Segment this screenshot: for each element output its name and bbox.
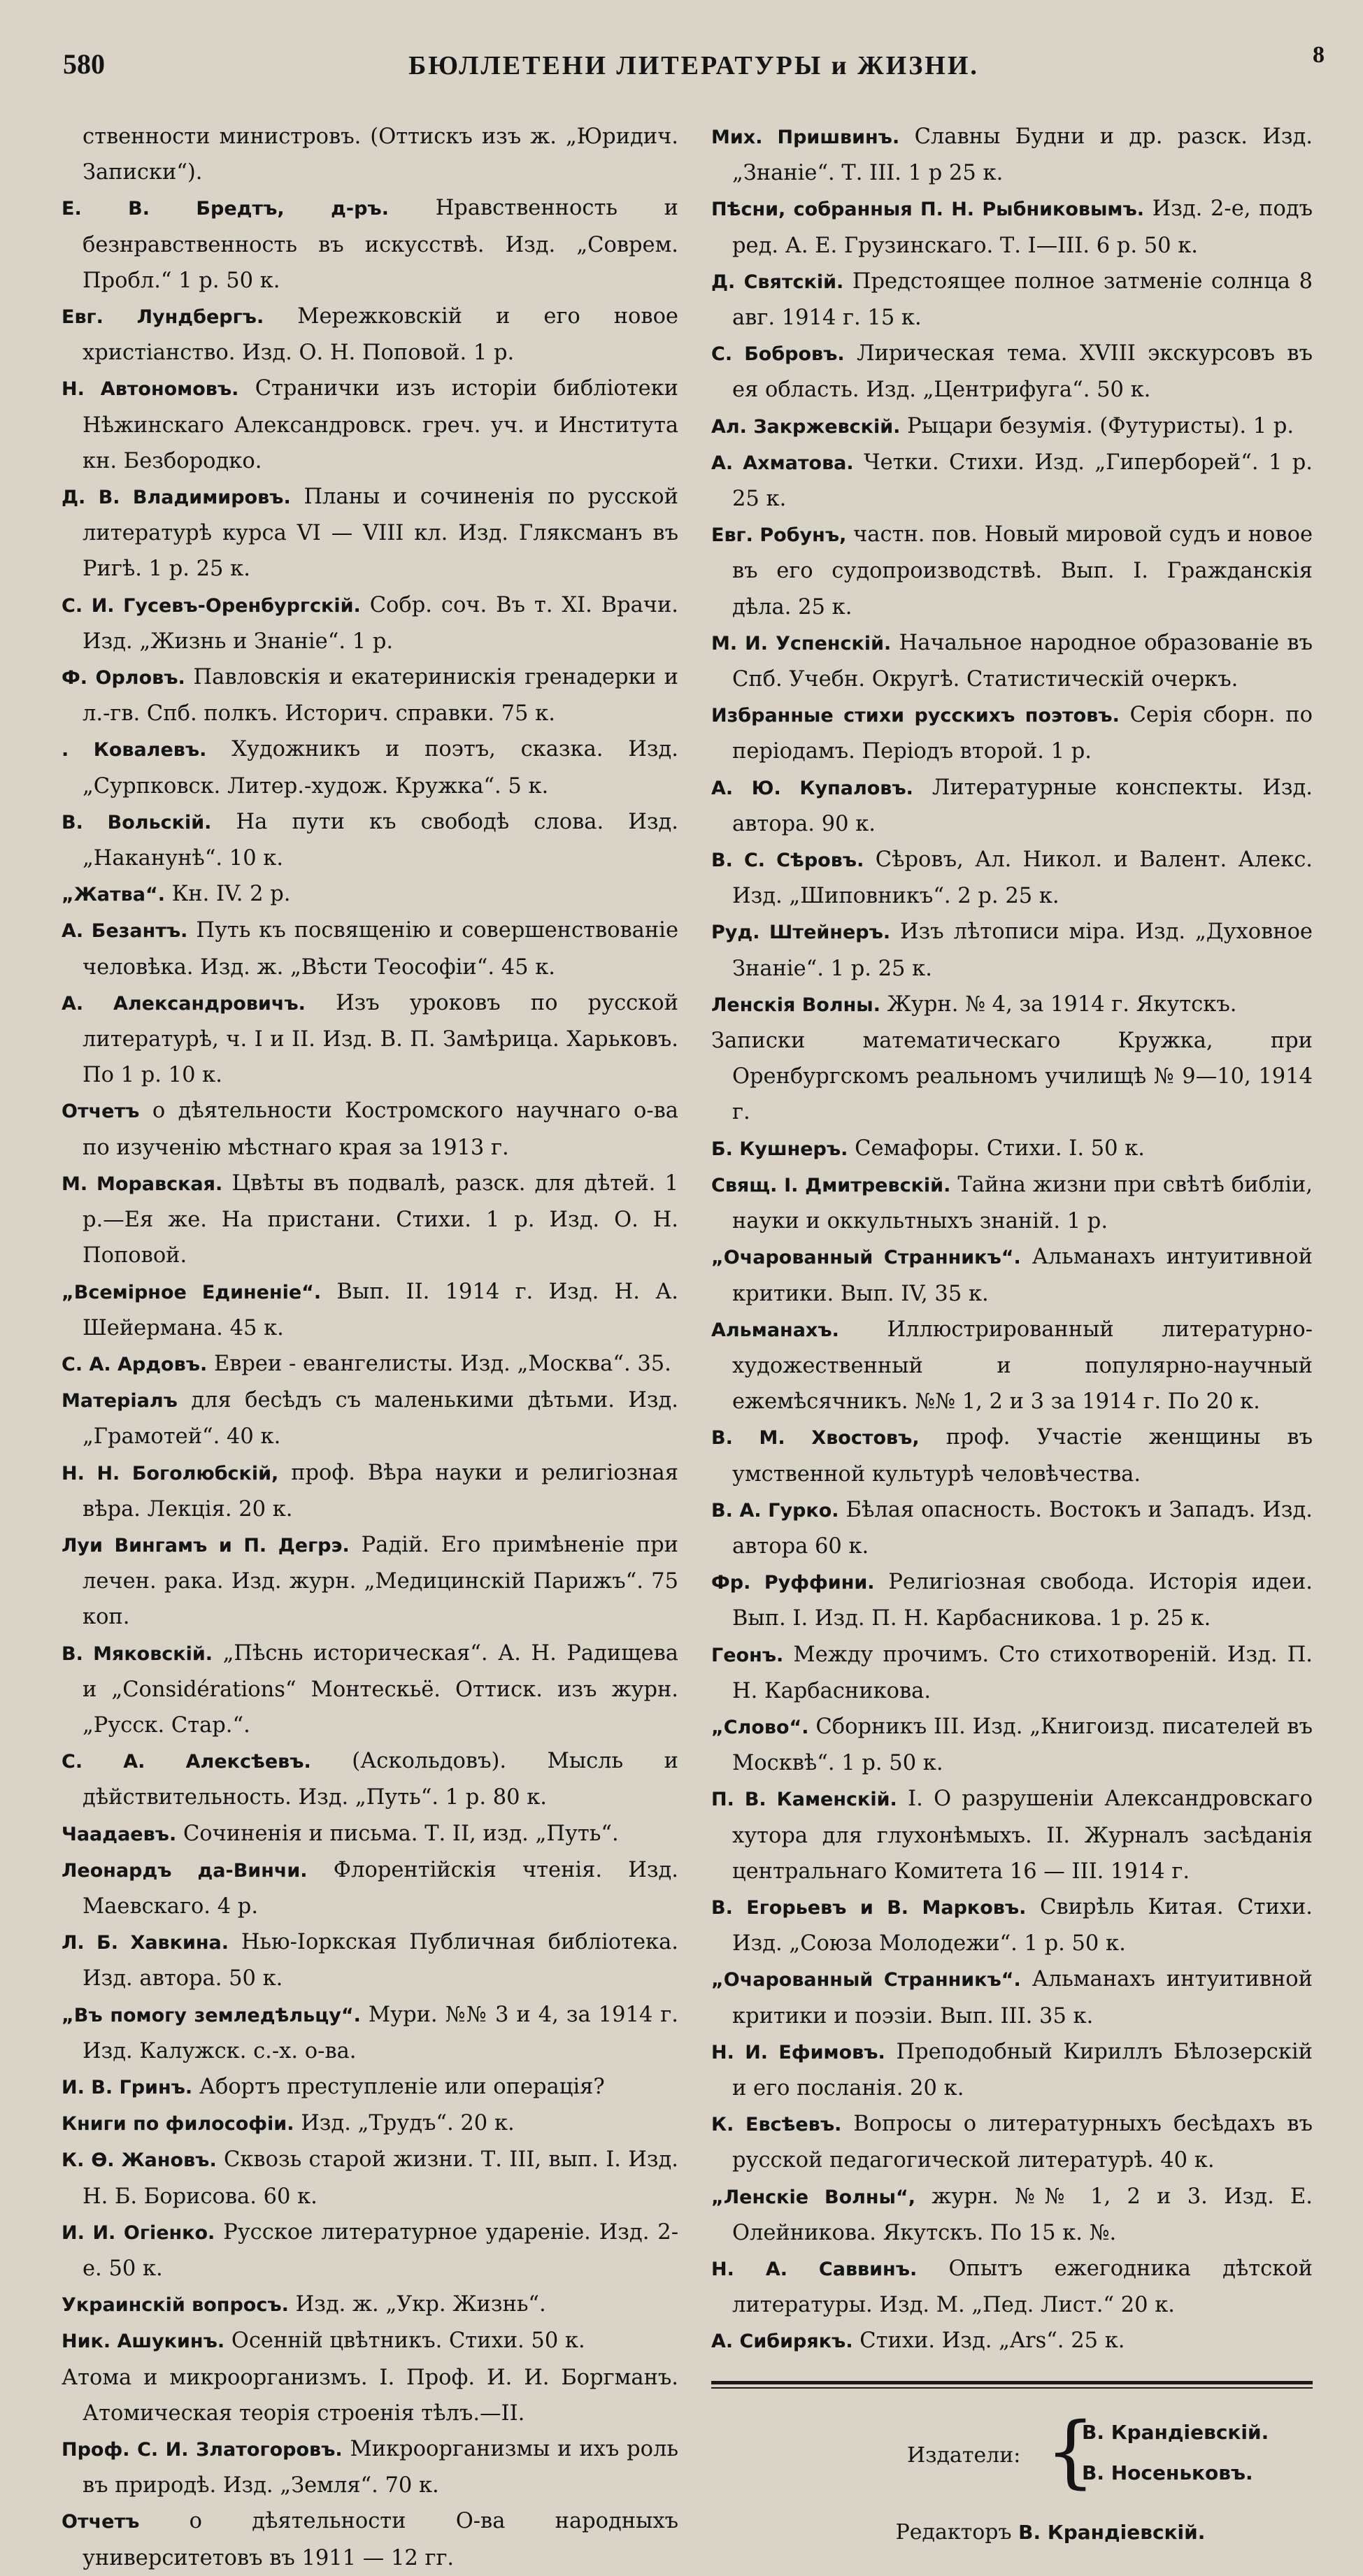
entry-text: Литературные конспекты. Изд. автора. 90 к.: [732, 775, 1313, 836]
publisher-name: В. Носеньковъ.: [1082, 2461, 1253, 2484]
entry-text: На пути къ свободѣ слова. Изд. „Наканунѣ“. 10 к.: [83, 809, 678, 871]
entry-author: А. Ю. Купаловъ.: [711, 777, 913, 799]
bibliography-entry: [711, 842, 1313, 914]
bibliography-entry: [62, 2142, 678, 2214]
entry-text: ственности министровъ. (Оттискъ изъ ж. „Юридич. Записки“).: [83, 124, 678, 185]
entry-author: Отчетъ: [62, 1101, 140, 1123]
right-column: [711, 119, 1313, 2545]
bibliography-entry: [711, 1419, 1313, 1491]
bibliography-entry: [62, 1924, 678, 1996]
bibliography-entry: [711, 445, 1313, 517]
entry-author: К. Ѳ. Жановъ.: [62, 2149, 217, 2172]
entry-author: М. Моравская.: [62, 1173, 223, 1195]
entry-author: В. А. Гурко.: [711, 1499, 839, 1522]
entry-text: Мережковскій и его новое христіанство. Изд. О. Н. Поповой. 1 р.: [83, 304, 678, 366]
entry-text: I. О разрушеніи Александровскаго хутора для глухонѣмыхъ. II. Журналъ засѣданія центральнаго Комитета 16 — III. 1914 г.: [732, 1787, 1313, 1884]
issue-mark: 8: [1313, 42, 1325, 68]
bibliography-entry: [62, 1274, 678, 1346]
bibliography-entry: [711, 119, 1313, 191]
entry-author: „Ленскіе Волны“,: [711, 2186, 915, 2208]
entry-author: Ленскія Волны.: [711, 994, 880, 1016]
entry-author: Руд. Штейнеръ.: [711, 922, 891, 944]
entry-text: Бѣлая опасность. Востокъ и Западъ. Изд. автора 60 к.: [732, 1497, 1313, 1559]
bibliography-entry: [62, 2105, 678, 2142]
entry-text: Тайна жизни при свѣтѣ библіи, науки и оккультныхъ знаній. 1 р.: [732, 1172, 1313, 1234]
entry-author: А. Александровичъ.: [62, 992, 306, 1015]
bibliography-entry: [711, 1239, 1313, 1311]
bibliography-entry: [62, 2323, 678, 2359]
bibliography-entry: [711, 1781, 1313, 1889]
entry-author: „Очарованный Странникъ“.: [711, 1969, 1021, 1991]
bibliography-entry: [711, 625, 1313, 697]
entry-author: Свящ. I. Дмитревскій.: [711, 1174, 951, 1196]
bibliography-entry: [711, 2251, 1313, 2323]
bibliography-entry: [62, 190, 678, 299]
entry-author: Отчетъ: [62, 2511, 140, 2533]
bibliography-entry: [711, 191, 1313, 263]
entry-text: Кн. IV. 2 р.: [171, 882, 291, 907]
bibliography-entry: [711, 1961, 1313, 2033]
entry-text: Абортъ преступленіе или операція?: [199, 2074, 605, 2099]
bibliography-entry: [62, 1816, 678, 1852]
entry-text: Нью-Іоркская Публичная библіотека. Изд. автора. 50 к.: [83, 1930, 678, 1991]
bibliography-entry: [62, 2360, 678, 2431]
entry-author: В. Мяковскій.: [62, 1643, 213, 1665]
entry-author: Геонъ.: [711, 1644, 784, 1666]
bibliography-entry: [711, 336, 1313, 408]
entry-author: В. Егорьевъ и В. Марковъ.: [711, 1896, 1027, 1919]
bibliography-entry: [711, 914, 1313, 986]
bibliography-entry: [62, 1997, 678, 2069]
publishers-label: Издатели:: [907, 2442, 1021, 2468]
entry-text: Вып. II. 1914 г. Изд. Н. А. Шейермана. 45 к.: [83, 1279, 678, 1340]
entry-text: Флорентійскія чтенія. Изд. Маевскаго. 4 р.: [83, 1857, 678, 1919]
bibliography-entry: [62, 913, 678, 985]
entry-text: Евреи - евангелисты. Изд. „Москва“. 35.: [213, 1351, 671, 1376]
entry-author: Евг. Робунъ,: [711, 524, 847, 547]
entry-text: проф. Участіе женщины въ умственной культурѣ человѣчества.: [732, 1425, 1313, 1487]
bibliography-entry: [62, 299, 678, 371]
bibliography-entry: [62, 371, 678, 479]
bibliography-entry: [62, 2431, 678, 2503]
entry-text: Осенній цвѣтникъ. Стихи. 50 к.: [231, 2328, 585, 2354]
entry-author: Н. Н. Боголюбскій,: [62, 1462, 279, 1484]
entry-author: Пѣсни, собранныя П. Н. Рыбниковымъ.: [711, 199, 1145, 221]
entry-author: В. С. Сѣровъ.: [711, 850, 864, 872]
entry-text: Иллюстрированный литературно-художественный и популярно-научный ежемѣсячникъ. №№ 1, 2 и 3 за 1914 г. По 20 к.: [732, 1317, 1313, 1415]
entry-author: „Слово“.: [711, 1716, 809, 1738]
entry-author: Н. И. Ефимовъ.: [711, 2041, 885, 2063]
bibliography-entry: [711, 1312, 1313, 1420]
page-title: БЮЛЛЕТЕНИ ЛИТЕРАТУРЫ и ЖИЗНИ.: [408, 51, 979, 80]
bibliography-entry: [62, 587, 678, 659]
bibliography-entry: [711, 2179, 1313, 2251]
entry-text: о дѣятельности Костромского научнаго о-ва по изученію мѣстнаго края за 1913 г.: [83, 1099, 678, 1160]
bibliography-entry: [711, 2323, 1313, 2359]
entry-author: Евг. Лундбергъ.: [62, 306, 264, 329]
entry-text: Свирѣль Китая. Стихи. Изд. „Союза Молодежи“. 1 р. 50 к.: [732, 1894, 1313, 1956]
entry-text: Сѣровъ, Ал. Никол. и Валент. Алекс. Изд. „Шиповникъ“. 2 р. 25 к.: [732, 847, 1313, 909]
entry-author: Е. В. Бредтъ, д-ръ.: [62, 198, 389, 220]
editor-name: В. Крандіевскій.: [1018, 2520, 1206, 2544]
bibliography-entry: [62, 659, 678, 731]
entry-text: Собр. соч. Въ т. XI. Врачи. Изд. „Жизнь и Знаніе“. 1 р.: [83, 592, 678, 654]
bibliography-entry: [62, 2214, 678, 2287]
entry-author: Ал. Закржевскій.: [711, 415, 901, 438]
page-header: [63, 42, 1325, 96]
publisher-name: В. Крандіевскій.: [1082, 2420, 1269, 2444]
entry-author: Д. В. Владимировъ.: [62, 487, 291, 509]
entry-author: В. Вольскій.: [62, 811, 212, 833]
entry-text: Странички изъ исторіи библіотеки Нѣжинскаго Александровск. греч. уч. и Института кн. Безбородко.: [83, 376, 679, 473]
entry-text: Начальное народное образованіе въ Спб. Учебн. Округѣ. Статистическій очеркъ.: [732, 630, 1313, 692]
entry-author: Альманахъ.: [711, 1319, 839, 1341]
bibliography-entry: [711, 264, 1313, 336]
brace-glyph: {: [1046, 2405, 1096, 2497]
entry-text: Вопросы о литературныхъ бесѣдахъ въ русской педагогической литературѣ. 40 к.: [732, 2112, 1313, 2173]
entry-text: Славны Будни и др. разск. Изд. „Знаніе“. Т. III. 1 р 25 к.: [732, 124, 1313, 186]
bibliography-entry: [711, 1709, 1313, 1781]
entry-author: Избранные стихи русскихъ поэтовъ.: [711, 705, 1120, 727]
entry-text: Серія сборн. по періодамъ. Періодъ второй. 1 р.: [732, 703, 1313, 764]
entry-text: Записки математическаго Кружка, при Оренбургскомъ реальномъ училищѣ № 9—10, 1914 г.: [711, 1029, 1313, 1125]
entry-text: Сочиненія и письма. Т. II, изд. „Путь“.: [183, 1821, 619, 1846]
entry-author: Матеріалъ: [62, 1390, 178, 1412]
entry-author: А. Сибирякъ.: [711, 2331, 853, 2353]
bibliography-entry: [711, 697, 1313, 769]
entry-text: Цвѣты въ подвалѣ, разск. для дѣтей. 1 р.—Ея же. На пристани. Стихи. 1 р. Изд. О. Н. Поповой.: [83, 1171, 678, 1268]
bibliography-entry: [62, 1743, 678, 1815]
page-number: 580: [63, 48, 105, 80]
entry-text: Изд. 2-е, подъ ред. А. Е. Грузинскаго. Т. I—III. 6 р. 50 к.: [732, 196, 1313, 258]
entry-text: Изъ уроковъ по русской литературѣ, ч. I и II. Изд. В. П. Замѣрица. Харьковъ. По 1 р. 10 к.: [83, 990, 678, 1088]
entry-author: С. И. Гусевъ-Оренбургскій.: [62, 594, 361, 617]
entry-text: Павловскія и екатеринискія гренадерки и л.-гв. Спб. полкъ. Историч. справки. 75 к.: [83, 665, 678, 727]
bibliography-entry: [62, 1527, 678, 1636]
bibliography-entry: [711, 2034, 1313, 2106]
entry-text: для бесѣдъ съ маленькими дѣтьми. Изд. „Грамотей“. 40 к.: [83, 1388, 678, 1450]
entry-author: Фр. Руффини.: [711, 1572, 875, 1594]
entry-text: проф. Вѣра науки и религіозная вѣра. Лекція. 20 к.: [83, 1460, 678, 1522]
bibliography-entry: [62, 1346, 678, 1382]
entry-text: Путь къ посвященію и совершенствованіе человѣка. Изд. ж. „Вѣсти Теософіи“. 45 к.: [83, 918, 678, 980]
entry-author: Мих. Пришвинъ.: [711, 127, 900, 148]
entry-author: „Въ помогу земледѣльцу“.: [62, 2004, 361, 2026]
entry-author: И. И. Огіенко.: [62, 2221, 215, 2244]
entry-text: Сквозь старой жизни. Т. III, вып. I. Изд. Н. Б. Борисова. 60 к.: [83, 2147, 678, 2209]
bibliography-entry: [62, 731, 678, 803]
bibliography-entry: [711, 1167, 1313, 1239]
entry-text: Сборникъ III. Изд. „Книгоизд. писателей въ Москвѣ“. 1 р. 50 к.: [732, 1714, 1313, 1776]
entry-author: С. А. Алексѣевъ.: [62, 1751, 311, 1773]
entry-author: „Всемірное Единеніе“.: [62, 1281, 322, 1303]
bibliography-entry: [711, 1564, 1313, 1636]
publishers-block: [711, 2405, 1313, 2500]
bibliography-entry: [62, 119, 678, 190]
bibliography-entry: [62, 2069, 678, 2105]
entry-text: (Аскольдовъ). Мысль и дѣйствительность. Изд. „Путь“. 1 р. 80 к.: [83, 1749, 678, 1810]
entry-author: К. Евсѣевъ.: [711, 2114, 842, 2136]
entry-author: И. В. Гринъ.: [62, 2076, 193, 2098]
bibliography-entry: [711, 1023, 1313, 1131]
entry-text: Художникъ и поэтъ, сказка. Изд. „Сурпковск. Литер.-худож. Кружка“. 5 к.: [83, 737, 678, 799]
entry-text: Радій. Его примѣненіе при лечен. рака. Изд. журн. „Медицинскій Парижъ“. 75 коп.: [83, 1532, 678, 1630]
entry-text: о дѣятельности О-ва народныхъ университетовъ въ 1911 — 12 гг.: [83, 2509, 678, 2570]
bibliography-entry: [62, 1093, 678, 1165]
entry-text: Атома и микроорганизмъ. I. Проф. И. И. Боргманъ. Атомическая теорія строенія тѣлъ.—II.: [62, 2365, 678, 2426]
entry-text: Русское литературное удареніе. Изд. 2-е. 50 к.: [83, 2219, 678, 2281]
entry-author: Книги по философіи.: [62, 2113, 294, 2135]
entry-text: журн. №№ 1, 2 и 3. Изд. Е. Олейникова. Якутскъ. По 15 к. №.: [732, 2184, 1313, 2245]
entry-author: Б. Кушнеръ.: [711, 1138, 848, 1160]
entry-text: Изд. „Трудъ“. 20 к.: [301, 2111, 515, 2136]
entry-author: А. Ахматова.: [711, 452, 854, 474]
bibliography-entry: [711, 770, 1313, 842]
entry-text: „Пѣснь историческая“. А. Н. Радищева и „Considérations“ Монтескьё. Оттиск. изъ журн. „Русск. Стар.“.: [83, 1640, 678, 1738]
entry-text: Изд. ж. „Укр. Жизнь“.: [295, 2292, 546, 2317]
entry-text: Рыцари безумія. (Футуристы). 1 р.: [907, 413, 1294, 438]
entry-text: Альманахъ интуитивной критики. Вып. IV, 35 к.: [732, 1245, 1313, 1306]
entry-author: „Очарованный Странникъ“.: [711, 1247, 1021, 1269]
bibliography-entry: [62, 1382, 678, 1454]
entry-text: Религіозная свобода. Исторія идеи. Вып. I. Изд. П. Н. Карбасникова. 1 р. 25 к.: [732, 1570, 1313, 1631]
entry-text: Предстоящее полное затменіе солнца 8 авг. 1914 г. 15 к.: [732, 269, 1313, 331]
entry-text: Альманахъ интуитивной критики и поэзіи. Вып. III. 35 к.: [732, 1967, 1313, 2028]
bibliography-entry: [62, 1852, 678, 1924]
bibliography-entry: [62, 1166, 678, 1274]
bibliography-entry: [711, 1492, 1313, 1564]
entry-author: Ф. Орловъ.: [62, 667, 185, 689]
entry-text: Микроорганизмы и ихъ роль въ природѣ. Изд. „Земля“. 70 к.: [83, 2437, 678, 2498]
entry-author: Л. Б. Хавкина.: [62, 1932, 229, 1954]
entry-text: Нравственность и безнравственность въ искусствѣ. Изд. „Соврем. Пробл.“ 1 р. 50 к.: [83, 196, 678, 293]
entry-author: Леонардъ да-Винчи.: [62, 1859, 308, 1882]
entry-author: „Жатва“.: [62, 884, 165, 906]
right-column-entries: [711, 119, 1313, 2360]
editor-line: [711, 2520, 1313, 2545]
entry-author: Н. А. Саввинъ.: [711, 2258, 918, 2280]
entry-author: М. И. Успенскій.: [711, 632, 892, 654]
footer-rule-thin: [711, 2387, 1313, 2389]
entry-text: Преподобный Кириллъ Бѣлозерскій и его посланія. 20 к.: [732, 2039, 1313, 2101]
entry-author: Д. Святскій.: [711, 271, 844, 293]
bibliography-entry: [62, 1455, 678, 1527]
entry-author: С. А. Ардовъ.: [62, 1353, 208, 1375]
entry-text: Между прочимъ. Сто стихотвореній. Изд. П. Н. Карбасникова.: [732, 1642, 1313, 1703]
entry-text: Опытъ ежегодника дѣтской литературы. Изд. М. „Пед. Лист.“ 20 к.: [732, 2256, 1313, 2318]
entry-author: Н. Автономовъ.: [62, 378, 239, 401]
entry-text: Журн. № 4, за 1914 г. Якутскъ.: [887, 992, 1237, 1017]
bibliography-entry: [711, 987, 1313, 1023]
entry-author: В. М. Хвостовъ,: [711, 1427, 920, 1450]
entry-text: Лирическая тема. XVIII экскурсовъ въ ея область. Изд. „Центрифуга“. 50 к.: [732, 341, 1313, 403]
entry-author: Проф. С. И. Златогоровъ.: [62, 2439, 343, 2461]
bibliography-entry: [62, 1636, 678, 1744]
bibliography-entry: [711, 408, 1313, 445]
entry-author: Украинскій вопросъ.: [62, 2294, 289, 2317]
entry-text: Мури. №№ 3 и 4, за 1914 г. Изд. Калужск. с.-х. о-ва.: [83, 2002, 678, 2063]
entry-author: Чаадаевъ.: [62, 1823, 177, 1845]
editor-label: Редакторъ: [895, 2519, 1012, 2545]
entry-text: Планы и сочиненія по русской литературѣ курса VI — VIII кл. Изд. Гляксманъ въ Ригѣ. 1 р. 25 к.: [83, 485, 678, 582]
bibliography-entry: [62, 2287, 678, 2323]
entry-text: Семафоры. Стихи. I. 50 к.: [855, 1136, 1146, 1161]
entry-author: Ник. Ашукинъ.: [62, 2331, 225, 2353]
bibliography-entry: [62, 804, 678, 876]
entry-author: П. В. Каменскій.: [711, 1789, 897, 1811]
entry-text: Стихи. Изд. „Ars“. 25 к.: [859, 2328, 1125, 2354]
bibliography-entry: [62, 876, 678, 913]
entry-text: Четки. Стихи. Изд. „Гиперборей“. 1 р. 25 к.: [732, 450, 1313, 512]
left-column: [62, 119, 679, 2570]
entry-author: А. Безантъ.: [62, 920, 188, 943]
bibliography-entry: [711, 1637, 1313, 1709]
bibliography-entry: [711, 517, 1313, 625]
bibliography-entry: [62, 2503, 678, 2575]
bibliography-entry: [711, 2106, 1313, 2178]
bibliography-entry: [711, 1131, 1313, 1167]
bibliography-entry: [711, 1889, 1313, 1961]
entry-text: частн. пов. Новый мировой судъ и новое въ его судопроизводствѣ. Вып. I. Гражданскія дѣла. 25 к.: [732, 522, 1313, 620]
entry-author: . Ковалевъ.: [62, 739, 207, 761]
bibliography-entry: [62, 985, 678, 1094]
entry-author: С. Бобровъ.: [711, 343, 845, 366]
bibliography-entry: [62, 479, 678, 587]
entry-text: Изъ лѣтописи міра. Изд. „Духовное Знаніе“. 1 р. 25 к.: [732, 920, 1313, 981]
footer-rule: [711, 2381, 1313, 2384]
entry-author: Луи Вингамъ и П. Дегрэ.: [62, 1534, 350, 1557]
